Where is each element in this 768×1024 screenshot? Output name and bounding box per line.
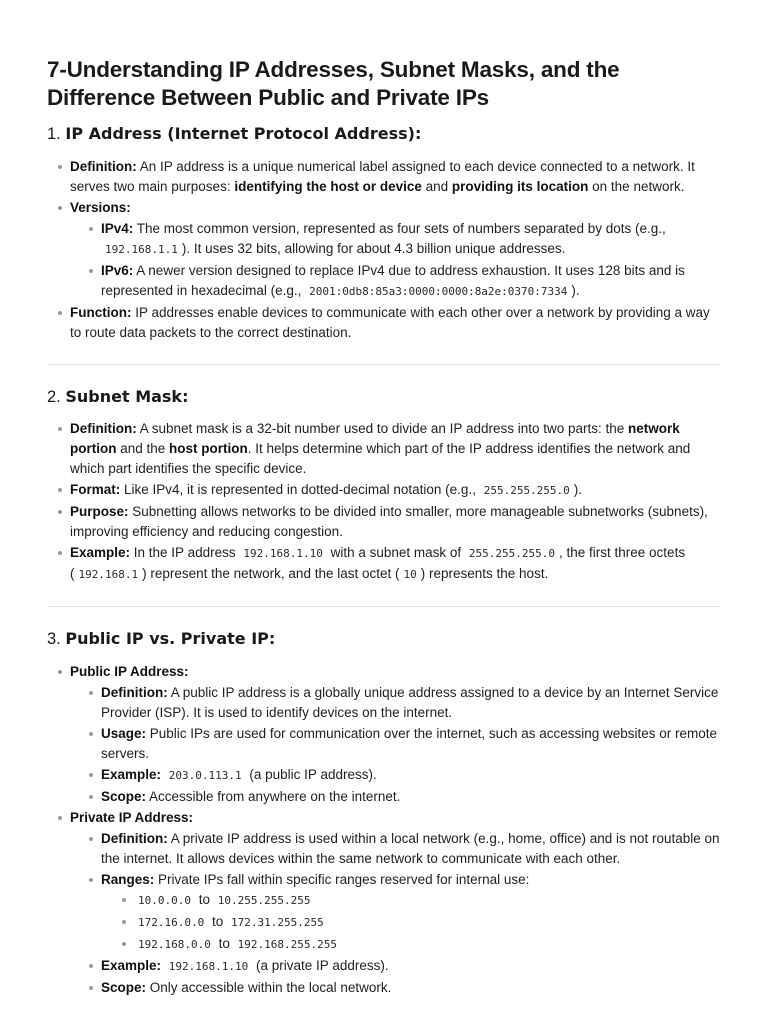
code-range-end: 192.168.255.255 [237, 938, 337, 951]
list-item-example: Example: 203.0.113.1 (a public IP address). [70, 765, 721, 786]
section-2-list [47, 419, 721, 585]
code-range-start: 192.168.0.0 [138, 938, 211, 951]
list-item-format: Format: Like IPv4, it is represented in dotted-decimal notation (e.g., 255.255.255.0 ). [47, 480, 721, 501]
code-public-ip: 203.0.113.1 [168, 769, 242, 782]
code-ipv4-example: 192.168.1.1 [105, 243, 178, 256]
section-3-list [47, 662, 721, 998]
list-item-ipv4: IPv4: The most common version, represented as four sets of numbers separated by dots (e.g., 192.168.1.1 ). It uses 32 bits, allowing for about 4.3 billion unique addresses. [70, 219, 721, 260]
section-heading-subnet-mask: 2. Subnet Mask: [47, 387, 189, 406]
list-item-private-ip: Private IP Address: Definition: A private IP address is used within a local network (e.g., home, office) and is not routable on the internet. It allows devices within the same network to communicate with each other. Ranges: Private IPs fall within specific ranges reserved for internal use: 10.0.0.0 to 10.255.255.255 172.16.0.0 to 172.31.255.255 192.168.0.0 to 192.168.255.255 Example: 192.168.1.10 (a private IP address). Scope: Only accessible within the local network. [47, 808, 721, 998]
code-host-part: 10 [403, 568, 417, 581]
versions-list [70, 219, 721, 302]
list-item-definition: Definition: An IP address is a unique numerical label assigned to each device connected to a network. It serves two main purposes: identifying the host or device and providing its location on the network. [47, 157, 721, 197]
list-item-ranges: Ranges: Private IPs fall within specific ranges reserved for internal use: 10.0.0.0 to 10.255.255.255 172.16.0.0 to 172.31.255.255 192.168.0.0 to 192.168.255.255 [70, 870, 721, 955]
code-range-end: 172.31.255.255 [231, 916, 324, 929]
code-network-part: 192.168.1 [78, 568, 139, 581]
code-ipv6-example: 2001:0db8:85a3:0000:0000:8a2e:0370:7334 [309, 285, 568, 298]
list-item-example: Example: In the IP address 192.168.1.10 with a subnet mask of 255.255.255.0 , the first three octets ( 192.168.1 ) represent the network, and the last octet ( 10 ) represents the host. [47, 543, 721, 585]
range-item: 172.16.0.0 to 172.31.255.255 [101, 912, 721, 933]
section-1-list [47, 157, 721, 343]
list-item-scope: Scope: Accessible from anywhere on the internet. [70, 787, 721, 807]
section-divider [47, 364, 721, 365]
private-ip-list [70, 829, 721, 998]
code-range-start: 172.16.0.0 [138, 916, 205, 929]
range-item: 10.0.0.0 to 10.255.255.255 [101, 890, 721, 911]
section-heading-ip-address: 1. IP Address (Internet Protocol Address): [47, 124, 422, 143]
code-range-start: 10.0.0.0 [138, 894, 191, 907]
ranges-list [101, 890, 721, 955]
list-item-definition: Definition: A private IP address is used within a local network (e.g., home, office) and is not routable on the internet. It allows devices within the same network to communicate with each other. [70, 829, 721, 869]
list-item-function: Function: IP addresses enable devices to communicate with each other over a network by providing a way to route data packets to the correct destination. [47, 303, 721, 343]
list-item-definition: Definition: A subnet mask is a 32-bit number used to divide an IP address into two parts: the network portion and the host portion. It helps determine which part of the IP address identifies the network and which part identifies the specific device. [47, 419, 721, 479]
code-mask-example: 255.255.255.0 [483, 484, 570, 497]
list-item-public-ip: Public IP Address: Definition: A public IP address is a globally unique address assigned to a device by an Internet Service Provider (ISP). It is used to identify devices on the internet. Usage: Public IPs are used for communication over the internet, such as accessing websites or remote servers. Example: 203.0.113.1 (a public IP address). Scope: Accessible from anywhere on the internet. [47, 662, 721, 807]
page-title: 7-Understanding IP Addresses, Subnet Masks, and the Difference Between Public and Private IPs [47, 57, 620, 110]
code-private-ip: 192.168.1.10 [168, 960, 249, 973]
list-item-ipv6: IPv6: A newer version designed to replace IPv4 due to address exhaustion. It uses 128 bits and is represented in hexadecimal (e.g., 2001:0db8:85a3:0000:0000:8a2e:0370:7334 ). [70, 261, 721, 302]
list-item-usage: Usage: Public IPs are used for communication over the internet, such as accessing websites or remote servers. [70, 724, 721, 764]
list-item-definition: Definition: A public IP address is a globally unique address assigned to a device by an Internet Service Provider (ISP). It is used to identify devices on the internet. [70, 683, 721, 723]
code-ip: 192.168.1.10 [243, 547, 323, 560]
code-range-end: 10.255.255.255 [217, 894, 311, 907]
list-item-versions: Versions: IPv4: The most common version, represented as four sets of numbers separated by dots (e.g., 192.168.1.1 ). It uses 32 bits, allowing for about 4.3 billion unique addresses. IPv6: A newer version designed to replace IPv4 due to address exhaustion. It uses 128 bits and is represented in hexadecimal (e.g., 2001:0db8:85a3:0000:0000:8a2e:0370:7334 ). [47, 198, 721, 302]
range-item: 192.168.0.0 to 192.168.255.255 [101, 934, 721, 955]
code-mask: 255.255.255.0 [468, 547, 556, 560]
list-item-example: Example: 192.168.1.10 (a private IP address). [70, 956, 721, 977]
public-ip-list [70, 683, 721, 807]
list-item-purpose: Purpose: Subnetting allows networks to be divided into smaller, more manageable subnetworks (subnets), improving efficiency and reducing congestion. [47, 502, 721, 542]
list-item-scope: Scope: Only accessible within the local network. [70, 978, 721, 998]
section-heading-public-vs-private: 3. Public IP vs. Private IP: [47, 629, 276, 648]
section-divider [47, 606, 721, 607]
